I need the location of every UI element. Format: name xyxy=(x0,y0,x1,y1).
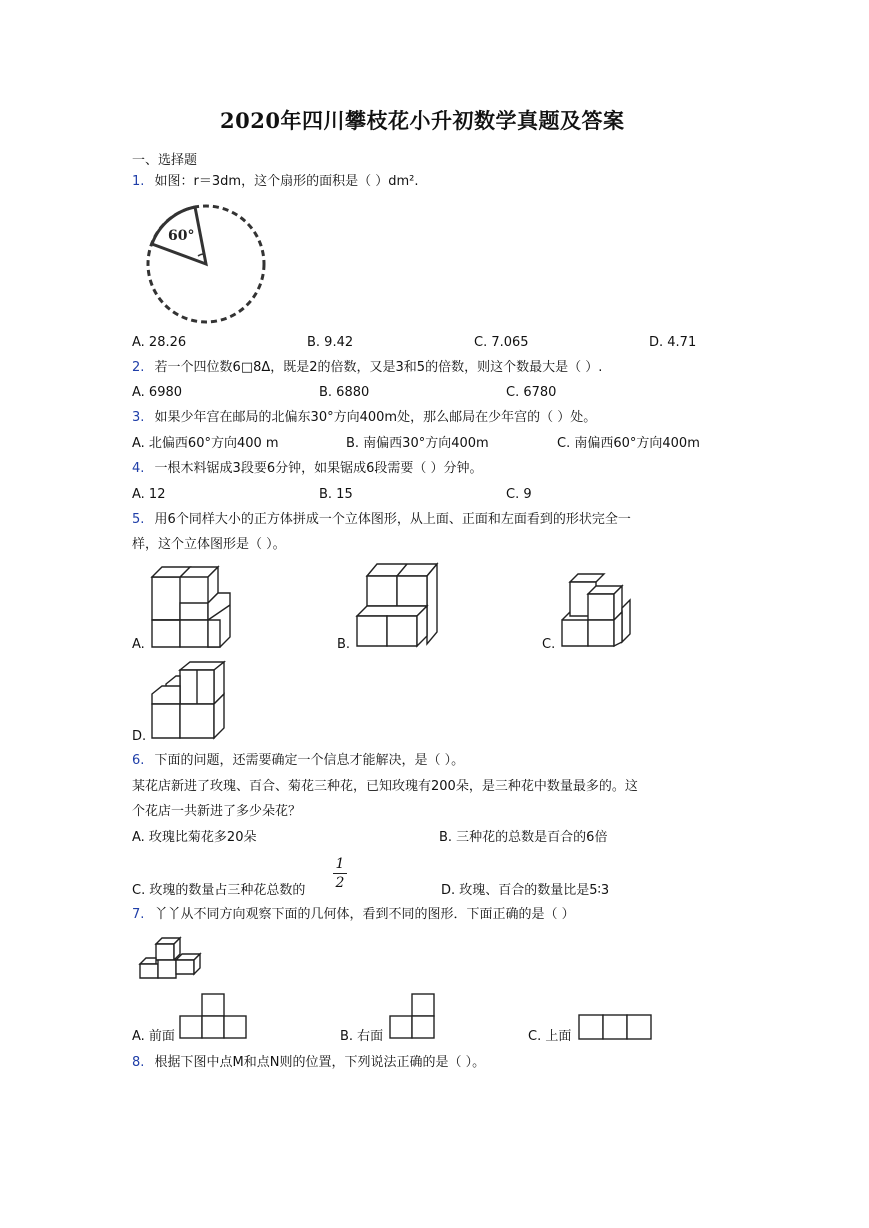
question-1 xyxy=(132,173,418,191)
fraction-numerator: 1 xyxy=(335,856,345,872)
q2-option-b[interactable]: B. 6880 xyxy=(319,385,370,400)
q6-option-d[interactable]: D. 玫瑰、百合的数量比是5∶3 xyxy=(441,883,610,898)
question-8 xyxy=(132,1054,485,1072)
q7-option-c[interactable]: C. 上面 xyxy=(528,1029,572,1044)
question-number: 3. xyxy=(132,410,145,425)
question-2 xyxy=(132,359,602,377)
q4-option-b[interactable]: B. 15 xyxy=(319,487,353,502)
question-4 xyxy=(132,460,483,478)
fraction-bar xyxy=(333,873,347,874)
q3-option-a[interactable]: A. 北偏西60°方向400 m xyxy=(132,436,279,451)
q4-option-c[interactable]: C. 9 xyxy=(506,487,532,502)
question-3 xyxy=(132,409,596,427)
q2-option-c[interactable]: C. 6780 xyxy=(506,385,557,400)
fraction-denominator: 2 xyxy=(335,875,345,891)
q5-option-c[interactable]: C. xyxy=(542,637,556,652)
section-heading: 一、选择题 xyxy=(132,153,198,168)
q7-option-b[interactable]: B. 右面 xyxy=(340,1029,384,1044)
sector-figure xyxy=(140,200,270,330)
question-text: 用6个同样大小的正方体拼成一个立体图形，从上面、正面和左面看到的形状完全一 xyxy=(154,512,631,527)
question-text: 如果少年宫在邮局的北偏东30°方向400m处，那么邮局在少年宫的（ ）处。 xyxy=(154,410,597,425)
q3-option-c[interactable]: C. 南偏西60°方向400m xyxy=(557,436,700,451)
question-text: 丫丫从不同方向观察下面的几何体，看到不同的图形．下面正确的是（ ） xyxy=(154,907,575,922)
q6-fraction xyxy=(333,856,347,891)
q4-option-a[interactable]: A. 12 xyxy=(132,487,166,502)
q7-front-view xyxy=(180,993,248,1039)
sector-angle-label: 60° xyxy=(168,228,195,244)
q6-context-line1: 某花店新进了玫瑰、百合、菊花三种花，已知玫瑰有200朵，是三种花中数量最多的。这 xyxy=(132,779,638,794)
q7-right-view xyxy=(390,993,436,1039)
question-text: 若一个四位数6□8Δ，既是2的倍数，又是3和5的倍数，则这个数最大是（ ）. xyxy=(154,360,603,375)
page-title: 2020年四川攀枝花小升初数学真题及答案 xyxy=(220,108,625,133)
q5-figure-c xyxy=(560,572,635,650)
q5-option-a[interactable]: A. xyxy=(132,637,145,652)
question-text-cont: 样，这个立体图形是（ ）。 xyxy=(132,537,286,552)
q7-option-a[interactable]: A. 前面 xyxy=(132,1029,175,1044)
q3-option-b[interactable]: B. 南偏西30°方向400m xyxy=(346,436,489,451)
question-number: 2. xyxy=(132,360,145,375)
q2-option-a[interactable]: A. 6980 xyxy=(132,385,183,400)
q5-figure-b xyxy=(355,562,440,650)
question-number: 6. xyxy=(132,753,145,768)
question-text: 一根木料锯成3段要6分钟，如果锯成6段需要（ ）分钟。 xyxy=(154,461,483,476)
q5-option-b[interactable]: B. xyxy=(337,637,351,652)
q6-option-a[interactable]: A. 玫瑰比菊花多20朵 xyxy=(132,830,257,845)
question-7 xyxy=(132,906,575,924)
question-number: 5. xyxy=(132,512,145,527)
question-number: 4. xyxy=(132,461,145,476)
question-text: 如图：r＝3dm，这个扇形的面积是（ ）dm². xyxy=(154,174,419,189)
question-text: 根据下图中点M和点N则的位置，下列说法正确的是（ ）。 xyxy=(154,1055,486,1070)
question-number: 7. xyxy=(132,907,145,922)
q1-option-c[interactable]: C. 7.065 xyxy=(474,335,529,350)
q7-top-view xyxy=(578,1014,652,1040)
q5-figure-d xyxy=(150,660,230,742)
question-6 xyxy=(132,752,464,770)
q6-option-c[interactable]: C. 玫瑰的数量占三种花总数的 xyxy=(132,883,306,898)
q7-solid-figure xyxy=(138,936,208,982)
q1-option-a[interactable]: A. 28.26 xyxy=(132,335,187,350)
q6-option-b[interactable]: B. 三种花的总数是百合的6倍 xyxy=(439,830,608,845)
q1-option-b[interactable]: B. 9.42 xyxy=(307,335,354,350)
question-number: 1. xyxy=(132,174,145,189)
q1-option-d[interactable]: D. 4.71 xyxy=(649,335,697,350)
q6-context-line2: 个花店一共新进了多少朵花？ xyxy=(132,804,302,819)
question-text: 下面的问题，还需要确定一个信息才能解决，是（ ）。 xyxy=(154,753,465,768)
question-number: 8. xyxy=(132,1055,145,1070)
q5-figure-a xyxy=(150,565,235,650)
question-5 xyxy=(132,511,631,529)
q5-option-d[interactable]: D. xyxy=(132,729,147,744)
